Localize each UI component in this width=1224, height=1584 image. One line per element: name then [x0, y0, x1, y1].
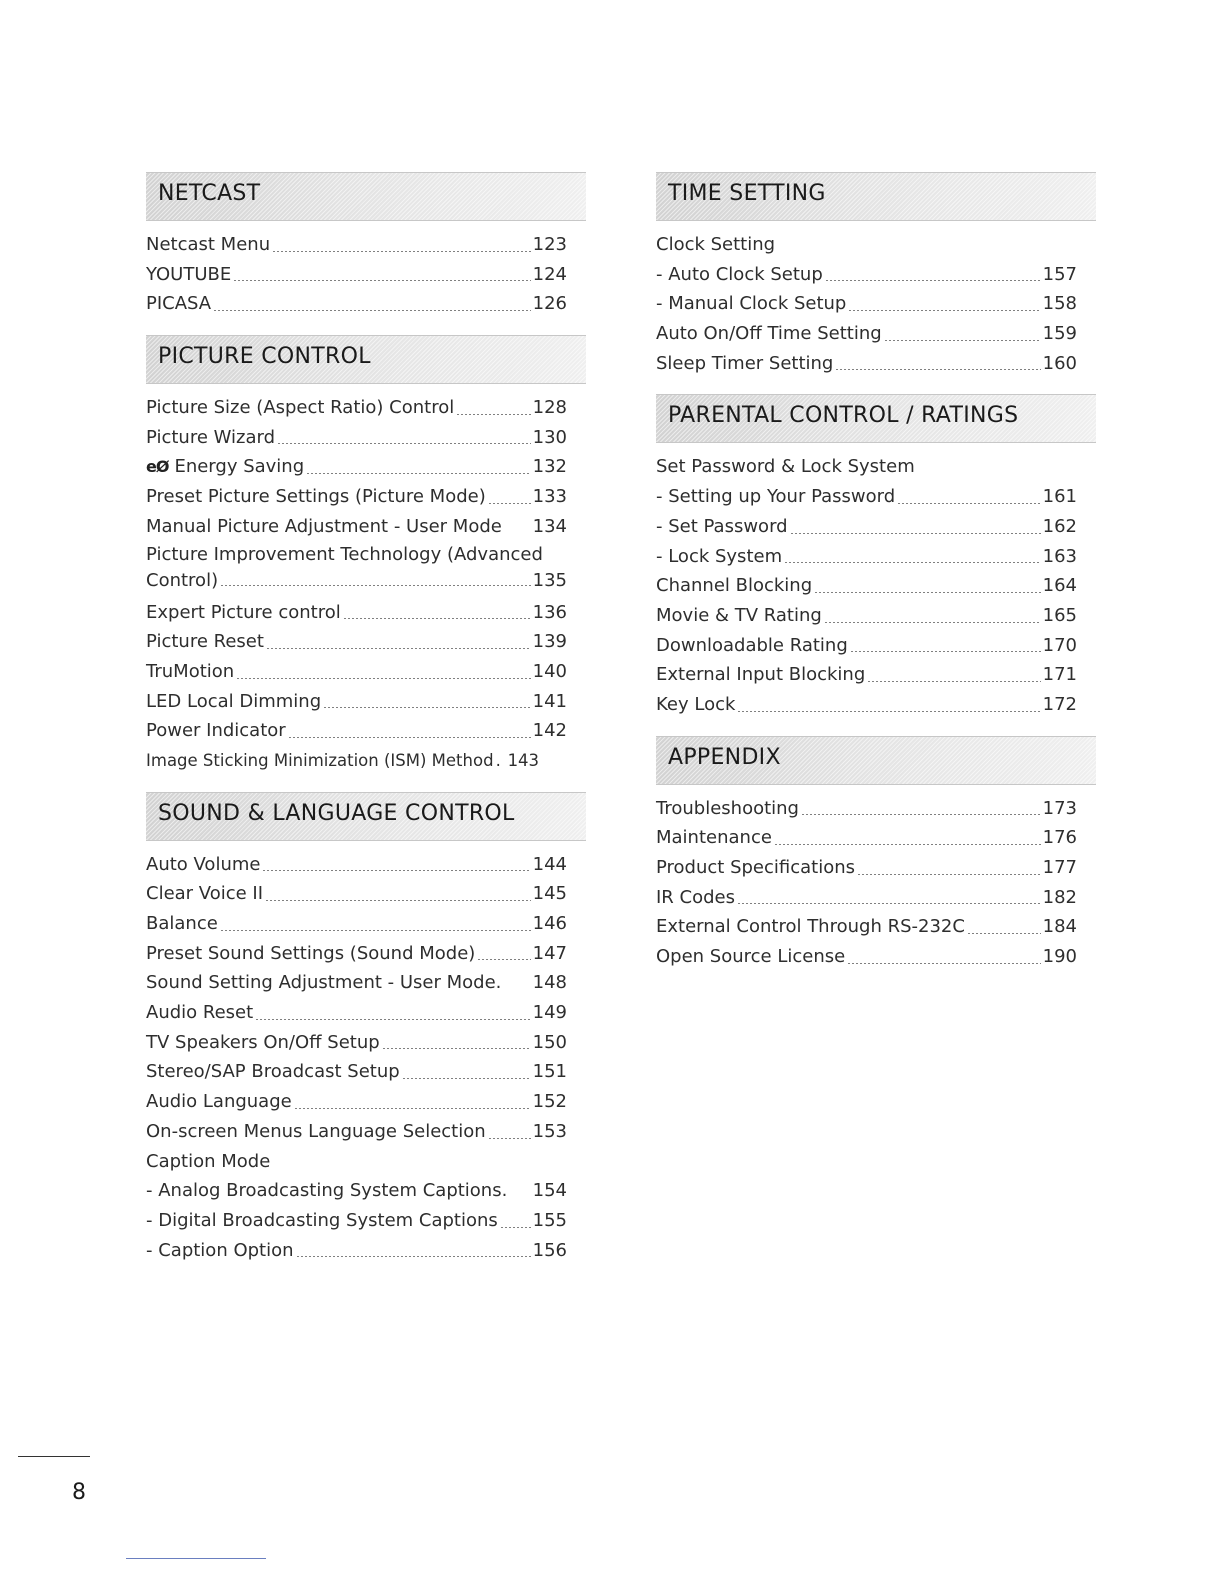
toc-entry-label: Auto On/Off Time Setting [656, 323, 882, 345]
toc-entry[interactable] [146, 393, 567, 423]
toc-entry[interactable] [146, 909, 567, 939]
toc-entry-label: Expert Picture control [146, 601, 341, 623]
dot-leader [236, 678, 530, 679]
toc-entry-label: Maintenance [656, 827, 772, 849]
toc-entry-page: 123 [532, 234, 567, 255]
toc-entry-page: 160 [1042, 352, 1077, 374]
footer-rule [18, 1456, 90, 1457]
dot-leader [500, 1227, 531, 1228]
section-header [146, 792, 586, 841]
toc-entry-page: 155 [532, 1209, 567, 1231]
toc-entry-label: External Control Through RS-232C [656, 916, 965, 938]
toc-entry-page: 184 [1042, 916, 1077, 938]
toc-entry-page: 141 [532, 690, 567, 712]
toc-entry[interactable] [146, 482, 567, 512]
toc-entry-page: 128 [532, 397, 567, 419]
dot-leader [213, 310, 531, 311]
toc-entry[interactable] [146, 998, 567, 1028]
toc-entry[interactable] [146, 716, 567, 746]
dot-leader [784, 562, 1041, 563]
toc-entry[interactable] [656, 542, 1077, 572]
left-column [146, 172, 586, 1265]
dot-leader [306, 473, 531, 474]
toc-entry[interactable] [656, 260, 1077, 290]
toc-entry-label: On-screen Menus Language Selection [146, 1120, 486, 1142]
toc-list [146, 230, 586, 319]
toc-entry-label: - Set Password [656, 515, 788, 537]
toc-entry-label: - Manual Clock Setup [656, 293, 847, 315]
toc-entry[interactable] [146, 1147, 567, 1177]
toc-entry[interactable] [656, 452, 1077, 482]
toc-entry[interactable] [146, 1236, 567, 1266]
toc-entry-label: Energy Saving [174, 456, 305, 478]
toc-entry-label: - Lock System [656, 545, 783, 567]
toc-entry-label: Preset Picture Settings (Picture Mode) [146, 486, 486, 508]
toc-entry-label-cont: Control) [146, 569, 219, 591]
dot-leader [774, 844, 1041, 845]
toc-entry-label: - Auto Clock Setup [656, 263, 823, 285]
section-title: NETCAST [158, 181, 261, 206]
dot-leader [509, 1197, 530, 1198]
toc-entry[interactable] [146, 687, 567, 717]
toc-entry-page: 132 [532, 456, 567, 478]
dot-leader [488, 1138, 531, 1139]
dot-leader [850, 651, 1041, 652]
section-title: APPENDIX [668, 744, 781, 770]
toc-entry[interactable] [656, 823, 1077, 853]
toc-entry[interactable] [656, 230, 1077, 260]
toc-entry-label: Product Specifications [656, 857, 856, 878]
toc-entry-label: - Digital Broadcasting System Captions [146, 1209, 498, 1231]
toc-entry[interactable] [656, 319, 1077, 349]
toc-entry-label: Sleep Timer Setting [656, 352, 834, 374]
toc-entry-page: 124 [532, 263, 567, 285]
dot-leader [288, 737, 531, 738]
dot-leader [504, 533, 531, 534]
toc-entry-page: 182 [1042, 886, 1077, 908]
toc-entry-label: IR Codes [656, 886, 735, 908]
toc-entry-page: 149 [532, 1002, 567, 1024]
toc-entry-page: 152 [532, 1091, 567, 1113]
dot-leader [814, 592, 1041, 593]
dot-leader [266, 648, 531, 649]
toc-entry-page: 177 [1042, 857, 1077, 878]
toc-entry[interactable] [656, 794, 1077, 824]
toc-entry-page: 143 [507, 750, 540, 770]
dot-leader [220, 930, 531, 931]
dot-leader [737, 711, 1040, 712]
toc-entry-page: 190 [1042, 946, 1077, 968]
dot-leader [848, 310, 1040, 311]
section-title: PICTURE CONTROL [158, 344, 371, 370]
toc-entry-label: PICASA [146, 293, 212, 315]
dot-leader [824, 622, 1041, 623]
toc-entry[interactable] [146, 850, 567, 880]
toc-entry-page: 144 [532, 853, 567, 875]
toc-entry-page: 163 [1042, 545, 1077, 567]
dot-leader [488, 503, 531, 504]
toc-entry[interactable] [146, 939, 567, 969]
toc-entry-page: 162 [1042, 515, 1077, 537]
dot-leader [801, 814, 1041, 815]
toc-list [656, 230, 1096, 378]
toc-entry[interactable] [656, 349, 1077, 379]
dot-leader [296, 1256, 531, 1257]
toc-entry-label: Picture Reset [146, 631, 264, 653]
toc-entry-page: 145 [532, 883, 567, 905]
toc-entry-page: 161 [1042, 486, 1077, 508]
toc-entry[interactable] [146, 1176, 567, 1206]
toc-list [146, 393, 586, 776]
toc-entry-page: 136 [532, 601, 567, 623]
toc-entry-page: 133 [532, 486, 567, 508]
dot-leader [402, 1078, 531, 1079]
toc-entry-label: Picture Improvement Technology (Advanced [146, 543, 543, 565]
section-netcast [146, 172, 586, 319]
toc-entry-label: Auto Volume [146, 853, 261, 875]
eco-icon: eØ [146, 457, 169, 477]
dot-leader [857, 874, 1041, 875]
toc-entry-page: 154 [532, 1180, 567, 1202]
toc-list [656, 794, 1096, 972]
toc-entry[interactable] [146, 423, 567, 453]
toc-list [656, 452, 1096, 719]
toc-entry-label: Clock Setting [656, 234, 776, 255]
toc-entry-page: 130 [532, 426, 567, 448]
dot-leader [277, 443, 531, 444]
toc-entry-label: LED Local Dimming [146, 690, 322, 712]
toc-entry-label: Open Source License [656, 946, 846, 968]
page-number: 8 [72, 1480, 86, 1505]
toc-entry[interactable] [146, 1206, 567, 1236]
toc-entry[interactable] [656, 631, 1077, 661]
toc-entry-page: 173 [1042, 797, 1077, 819]
toc-entry-label: Stereo/SAP Broadcast Setup [146, 1061, 400, 1083]
toc-entry[interactable] [656, 690, 1077, 720]
toc-entry[interactable] [146, 452, 567, 482]
dot-leader [456, 414, 530, 415]
toc-entry-label: External Input Blocking [656, 664, 866, 686]
toc-entry-label: Audio Language [146, 1091, 292, 1113]
toc-entry[interactable] [146, 230, 567, 260]
toc-entry-label: Set Password & Lock System [656, 456, 915, 478]
toc-entry-page: 158 [1042, 293, 1077, 315]
toc-entry-label: YOUTUBE [146, 263, 232, 285]
toc-entry-page: 140 [532, 660, 567, 682]
section-header [656, 172, 1096, 221]
section-appendix [656, 736, 1096, 972]
dot-leader [262, 870, 530, 871]
section-sound-language-control [146, 792, 586, 1266]
toc-entry-page: 150 [532, 1031, 567, 1053]
dot-leader [737, 903, 1041, 904]
dot-leader [790, 533, 1041, 534]
toc-entry[interactable] [656, 942, 1077, 972]
dot-leader [967, 933, 1041, 934]
dot-leader [265, 900, 531, 901]
toc-entry-label: Power Indicator [146, 720, 286, 742]
toc-entry[interactable] [656, 512, 1077, 542]
right-column [656, 172, 1096, 972]
toc-entry[interactable] [146, 627, 567, 657]
section-header [146, 335, 586, 384]
toc-entry-label: Picture Size (Aspect Ratio) Control [146, 397, 455, 419]
toc-entry[interactable] [146, 260, 567, 290]
dot-leader [867, 681, 1040, 682]
toc-entry-page: 126 [532, 293, 567, 315]
toc-entry-page: 139 [532, 631, 567, 653]
toc-entry-label: Image Sticking Minimization (ISM) Method [146, 750, 494, 770]
section-title: PARENTAL CONTROL / RATINGS [668, 403, 1019, 429]
toc-entry[interactable] [146, 542, 567, 594]
toc-entry-page: 142 [532, 720, 567, 742]
toc-entry-label: Downloadable Rating [656, 634, 848, 656]
toc-entry-page: 176 [1042, 827, 1077, 849]
section-header [656, 394, 1096, 443]
toc-entry-label: Balance [146, 913, 218, 934]
toc-entry-page: 151 [532, 1061, 567, 1083]
toc-entry-page: 171 [1042, 664, 1077, 686]
dot-leader [382, 1048, 531, 1049]
toc-entry-page: 170 [1042, 634, 1077, 656]
toc-entry[interactable] [656, 883, 1077, 913]
toc-entry-page: 135 [532, 569, 567, 591]
toc-entry[interactable] [146, 512, 567, 542]
toc-entry-label: - Setting up Your Password [656, 486, 896, 508]
section-picture-control [146, 335, 586, 776]
toc-entry-label: - Caption Option [146, 1239, 294, 1261]
dot-leader: . [495, 750, 501, 770]
toc-entry-label: Sound Setting Adjustment - User Mode. [146, 972, 502, 994]
toc-entry-label: TV Speakers On/Off Setup [146, 1031, 380, 1053]
toc-entry-page: 159 [1042, 323, 1077, 345]
section-header [656, 736, 1096, 785]
dot-leader [477, 959, 530, 960]
toc-entry[interactable] [656, 660, 1077, 690]
toc-entry-label: TruMotion [146, 660, 235, 682]
toc-entry[interactable] [146, 289, 567, 319]
toc-entry-page: 148 [532, 972, 567, 994]
toc-list [146, 850, 586, 1266]
toc-entry-page: 146 [532, 913, 567, 934]
toc-entry-label: Manual Picture Adjustment - User Mode [146, 515, 502, 537]
toc-entry-label: Netcast Menu [146, 234, 271, 255]
toc-entry[interactable] [146, 746, 567, 776]
toc-entry-page: 156 [532, 1239, 567, 1261]
dot-leader [323, 707, 531, 708]
toc-entry[interactable] [146, 1117, 567, 1147]
dot-leader [220, 585, 531, 586]
dot-leader [294, 1108, 531, 1109]
toc-entry[interactable] [146, 1057, 567, 1087]
dot-leader [272, 251, 531, 252]
toc-entry[interactable] [146, 657, 567, 687]
toc-entry[interactable] [146, 1087, 567, 1117]
dot-leader [503, 989, 530, 990]
dot-leader [343, 618, 531, 619]
toc-entry-label: Caption Mode [146, 1150, 271, 1172]
section-title: SOUND & LANGUAGE CONTROL [158, 800, 515, 826]
dot-leader [825, 280, 1041, 281]
toc-entry-page: 134 [532, 515, 567, 537]
toc-entry[interactable] [146, 1028, 567, 1058]
toc-entry-page: 165 [1042, 604, 1077, 626]
section-header [146, 172, 586, 221]
bottom-link-line [126, 1558, 266, 1559]
toc-entry-page: 157 [1042, 263, 1077, 285]
dot-leader [233, 280, 530, 281]
toc-entry[interactable] [656, 912, 1077, 942]
toc-entry-page: 172 [1042, 693, 1077, 715]
toc-entry[interactable] [656, 571, 1077, 601]
dot-leader [884, 340, 1041, 341]
toc-entry-page: 153 [532, 1120, 567, 1142]
toc-entry[interactable] [146, 968, 567, 998]
toc-entry[interactable] [146, 598, 567, 628]
toc-entry-label: Clear Voice II [146, 883, 264, 905]
toc-entry-label: Movie & TV Rating [656, 604, 822, 626]
toc-entry-label: - Analog Broadcasting System Captions. [146, 1180, 508, 1202]
dot-leader [835, 369, 1040, 370]
dot-leader [897, 503, 1040, 504]
toc-entry[interactable] [656, 853, 1077, 883]
toc-entry-page: 164 [1042, 575, 1077, 597]
section-parental-control-ratings [656, 394, 1096, 719]
toc-entry-label: Audio Reset [146, 1002, 254, 1024]
dot-leader [847, 963, 1040, 964]
toc-entry-label: Troubleshooting [656, 797, 799, 819]
toc-entry[interactable] [656, 482, 1077, 512]
toc-entry[interactable] [146, 879, 567, 909]
toc-entry-label: Picture Wizard [146, 426, 276, 448]
toc-entry-label: Preset Sound Settings (Sound Mode) [146, 942, 476, 964]
toc-entry-label: Key Lock [656, 693, 736, 715]
section-title: TIME SETTING [668, 181, 826, 206]
toc-entry-label: Channel Blocking [656, 575, 813, 597]
toc-entry[interactable] [656, 601, 1077, 631]
dot-leader [255, 1019, 530, 1020]
section-time-setting [656, 172, 1096, 378]
toc-entry[interactable] [656, 289, 1077, 319]
toc-entry-page: 147 [532, 942, 567, 964]
